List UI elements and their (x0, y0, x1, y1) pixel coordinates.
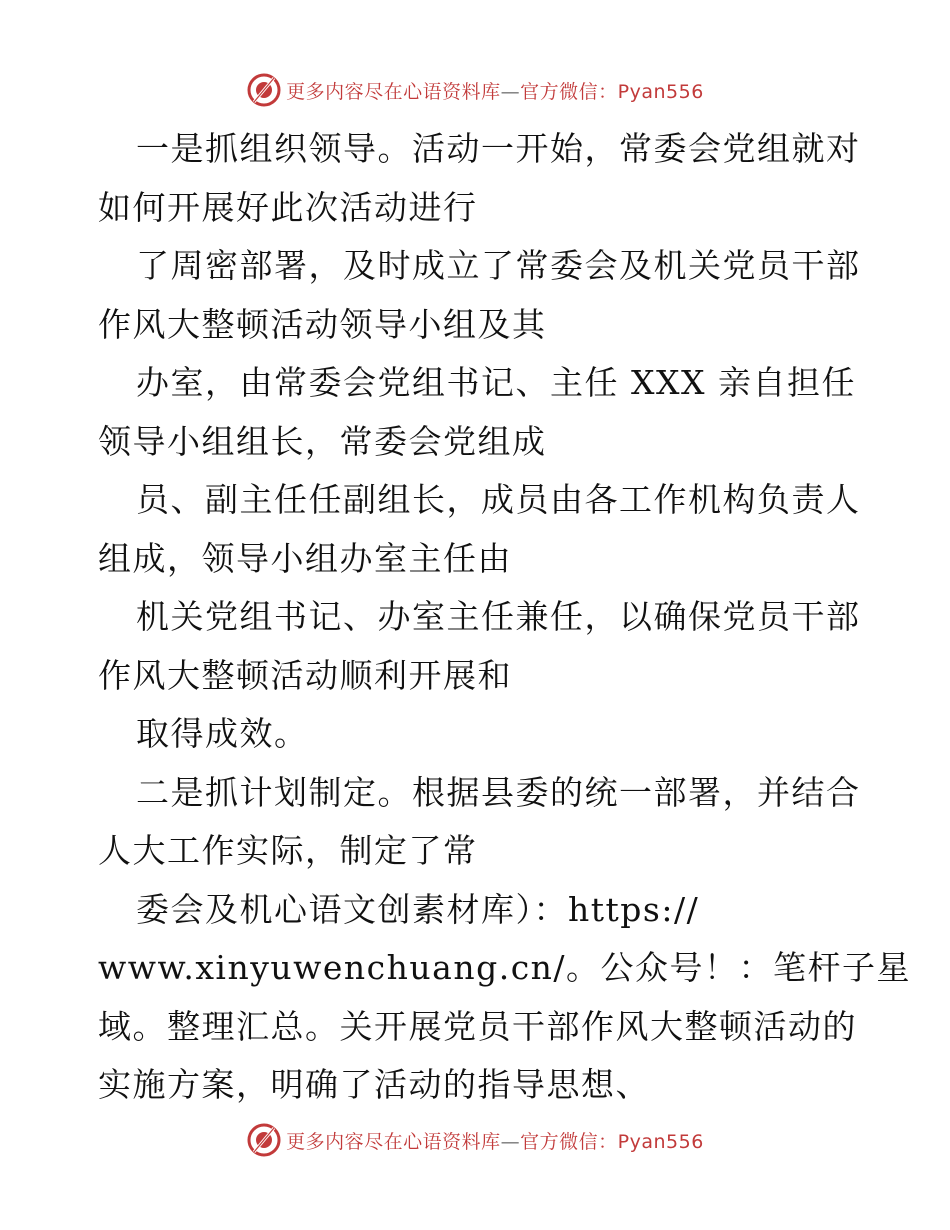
header-banner-contact: 官方微信：Pyan556 (520, 80, 704, 103)
body-line: www.xinyuwenchuang.cn/。公众号！：笔杆子星 (98, 948, 912, 987)
body-line: 组成，领导小组办室主任由 (98, 538, 512, 578)
body-line: 作风大整顿活动领导小组及其 (98, 304, 547, 344)
body-line: 取得成效。 (136, 714, 309, 753)
header-banner (0, 70, 950, 110)
header-banner-title: 更多内容尽在心语资料库 (286, 80, 501, 103)
body-line: 二是抓计划制定。根据县委的统一部署，并结合 (136, 772, 861, 812)
body-line: 实施方案，明确了活动的指导思想、 (98, 1065, 650, 1104)
body-line: 办室，由常委会党组书记、主任 XXX 亲自担任 (136, 363, 856, 402)
body-line: 域。整理汇总。关开展党员干部作风大整顿活动的 (98, 1006, 857, 1046)
footer-banner (0, 1120, 950, 1160)
body-line: 作风大整顿活动顺利开展和 (98, 655, 512, 695)
body-line: 委会及机心语文创素材库）：https:// (136, 889, 700, 929)
body-line: 人大工作实际，制定了常 (98, 831, 478, 870)
header-banner-text (286, 77, 704, 104)
body-line: 如何开展好此次活动进行 (98, 187, 478, 227)
footer-banner-separator: — (500, 1130, 521, 1153)
pen-logo-icon (246, 72, 282, 108)
body-line: 一是抓组织领导。活动一开始，常委会党组就对 (136, 129, 861, 168)
header-banner-separator: — (500, 80, 521, 103)
footer-banner-title: 更多内容尽在心语资料库 (286, 1130, 501, 1153)
body-line: 员、副主任任副组长，成员由各工作机构负责人 (136, 480, 861, 519)
body-line: 了周密部署，及时成立了常委会及机关党员干部 (136, 246, 861, 285)
pen-logo-icon (246, 1122, 282, 1158)
document-body (98, 120, 912, 1115)
footer-banner-contact: 官方微信：Pyan556 (520, 1130, 704, 1153)
body-line: 机关党组书记、办室主任兼任，以确保党员干部 (136, 597, 861, 636)
body-line: 领导小组组长，常委会党组成 (98, 421, 547, 461)
footer-banner-text (286, 1127, 704, 1154)
